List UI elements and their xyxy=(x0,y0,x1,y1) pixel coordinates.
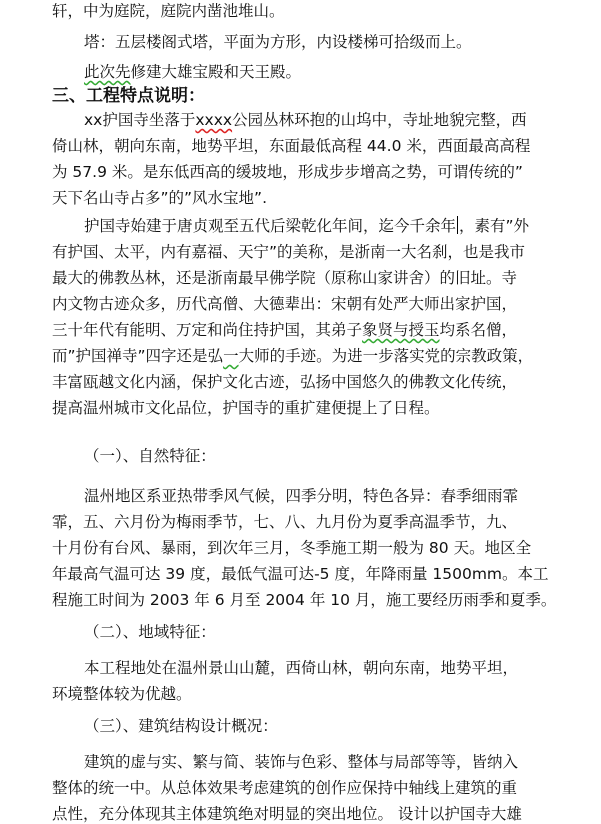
subsection-heading: （一）、自然特征： xyxy=(84,447,216,465)
text-line: 环境整体较为优越。 xyxy=(52,685,192,703)
text-line: 天下名山寺占多”的”风水宝地”. xyxy=(52,189,268,207)
section-heading: 三、工程特点说明： xyxy=(52,86,205,106)
text-line: 点性，充分体现其主体建筑绝对明显的突出地位。 设计以护国寺大雄 xyxy=(52,805,522,823)
text-line: 内文物古迹众多，历代高僧、大德辈出：宋朝有处严大师出家护国， xyxy=(52,295,518,313)
text-line: 有护国、太平，内有嘉福、天宁”的美称，是浙南一大名刹，也是我市 xyxy=(52,243,526,261)
text-line: 三十年代有能明、万定和尚住持护国，其弟子象贤与授玉均系名僧， xyxy=(52,321,518,339)
subsection-heading: （三）、建筑结构设计概况： xyxy=(84,717,278,735)
spelling-mark: xxxx xyxy=(195,111,233,129)
text-line: 塔：五层楼阁式塔，平面为方形，内设楼梯可拾级而上。 xyxy=(84,33,472,51)
text-line: 建筑的虚与实、繁与简、装饰与色彩、整体与局部等等，皆纳入 xyxy=(84,753,519,771)
grammar-mark: 象贤与授玉 xyxy=(362,321,440,339)
text-line: 年最高气温可达 39 度，最低气温可达-5 度，年降雨量 1500mm。本工 xyxy=(52,565,549,583)
text-line: 温州地区系亚热带季风气候，四季分明，特色各异：春季细雨霏 xyxy=(84,487,519,505)
text-line: 而”护国禅寺”四字还是弘一大师的手迹。为进一步落实党的宗教政策， xyxy=(52,347,534,365)
text-line: 为 57.9 米。是东低西高的缓坡地，形成步步增高之势，可谓传统的” xyxy=(52,163,523,181)
text-line: 整体的统一中。从总体效果考虑建筑的创作应保持中轴线上建筑的重 xyxy=(52,779,518,797)
text-line: 程施工时间为 2003 年 6 月至 2004 年 10 月，施工要经历雨季和夏季。 xyxy=(52,591,557,609)
text-line: 霏，五、六月份为梅雨季节，七、八、九月份为夏季高温季节，九、 xyxy=(52,513,518,531)
text-line: 此次先修建大雄宝殿和天王殿。 xyxy=(84,63,302,81)
text-line: 提高温州城市文化品位，护国寺的重扩建便提上了日程。 xyxy=(52,399,440,417)
text-line: 十月份有台风、暴雨，到次年三月，冬季施工期一般为 80 天。地区全 xyxy=(52,539,532,557)
text-line: 丰富瓯越文化内涵，保护文化古迹，弘扬中国悠久的佛教文化传统， xyxy=(52,373,518,391)
subsection-heading: （二）、地域特征： xyxy=(84,623,216,641)
grammar-mark: 此次先 xyxy=(84,63,131,81)
text-line: 护国寺始建于唐贞观至五代后梁乾化年间，迄今千余年 ，素有”外 xyxy=(84,217,530,235)
text-line: xx护国寺坐落于xxxx公园丛林环抱的山坞中，寺址地貌完整，西 xyxy=(84,111,527,129)
text-line: 最大的佛教丛林，还是浙南最早佛学院（原称山家讲舍）的旧址。寺 xyxy=(52,269,518,287)
grammar-mark: 一 xyxy=(223,347,239,365)
text-line: 本工程地处在温州景山山麓，西倚山林，朝向东南，地势平坦， xyxy=(84,659,519,677)
text-cursor xyxy=(457,216,458,234)
text-line: 轩，中为庭院，庭院内凿池堆山。 xyxy=(52,2,285,20)
text-line: 倚山林，朝向东南，地势平坦，东面最低高程 44.0 米，西面最高高程 xyxy=(52,137,531,155)
